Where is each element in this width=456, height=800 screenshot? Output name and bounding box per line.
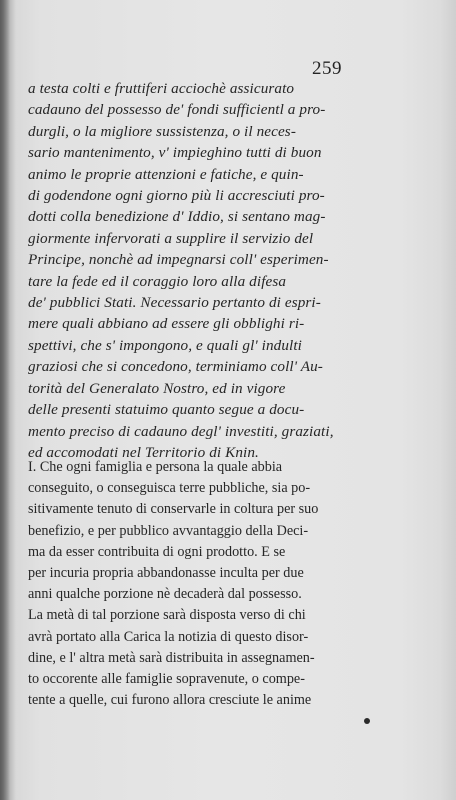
text-line: Principe, nonchè ad impegnarsi coll' esperimen- (28, 251, 329, 269)
gutter-shadow (0, 0, 10, 800)
text-line: tente a quelle, cui furono allora cresciute le anime (28, 692, 312, 709)
page-number: 259 (312, 58, 342, 79)
text-line: di godendone ogni giorno più li accresciuti pro- (28, 187, 325, 205)
text-line: de' pubblici Stati. Necessario pertanto di espri- (28, 294, 321, 312)
text-line: ma da esser contribuita di ogni prodotto. E se (28, 543, 286, 560)
text-line: a testa colti e fruttiferi acciochè assicurato (28, 80, 295, 97)
text-line: mere quali abbiano ad essere gli obblighi ri- (28, 315, 305, 333)
text-line: torità del Generalato Nostro, ed in vigore (28, 379, 286, 397)
text-line: benefizio, e per pubblico avvantaggio della Deci- (28, 522, 309, 539)
text-line: animo le proprie attenzioni e fatiche, e quin- (28, 165, 304, 183)
text-line: sario mantenimento, v' impieghino tutti di buon (28, 144, 322, 162)
text-line: ed accomodati nel Territorio di Knin. (28, 443, 259, 461)
text-line: sitivamente tenuto di conservarle in coltura per suo (28, 501, 319, 518)
text-line: avrà portato alla Carica la notizia di questo disor- (28, 628, 309, 645)
text-line: delle presenti statuimo quanto segue a docu- (28, 401, 305, 419)
text-line: conseguito, o conseguisca terre pubbliche, sia po- (28, 480, 311, 497)
text-line: cadauno del possesso de' fondi sufficientl a pro- (28, 101, 326, 119)
text-line: I. Che ogni famiglia e persona la quale abbia (28, 459, 283, 475)
text-line: to occorente alle famiglie sopravenute, o compe- (28, 671, 305, 688)
text-line: graziosi che si concedono, terminiamo coll' Au- (28, 358, 323, 376)
text-line: durgli, o la migliore sussistenza, o il neces- (28, 122, 296, 140)
text-line: giormente infervorati a supplire il servizio del (28, 229, 314, 247)
text-line: mento preciso di cadauno degl' investiti, graziati, (28, 422, 334, 440)
italic-paragraph (28, 78, 358, 463)
text-line: spettivi, che s' impongono, e quali gl' indulti (28, 336, 302, 354)
text-line: dine, e l' altra metà sarà distribuita in assegnamen- (28, 649, 315, 666)
article-paragraph (28, 457, 360, 711)
ink-dot-mark (364, 718, 370, 724)
text-line: tare la fede ed il coraggio loro alla difesa (28, 272, 287, 290)
text-line: per incuria propria abbandonasse inculta per due (28, 565, 304, 582)
text-line: La metà di tal porzione sarà disposta verso di chi (28, 607, 306, 624)
text-line: anni qualche porzione nè decaderà dal possesso. (28, 586, 302, 603)
text-line: dotti colla benedizione d' Iddio, si sentano mag- (28, 208, 326, 226)
